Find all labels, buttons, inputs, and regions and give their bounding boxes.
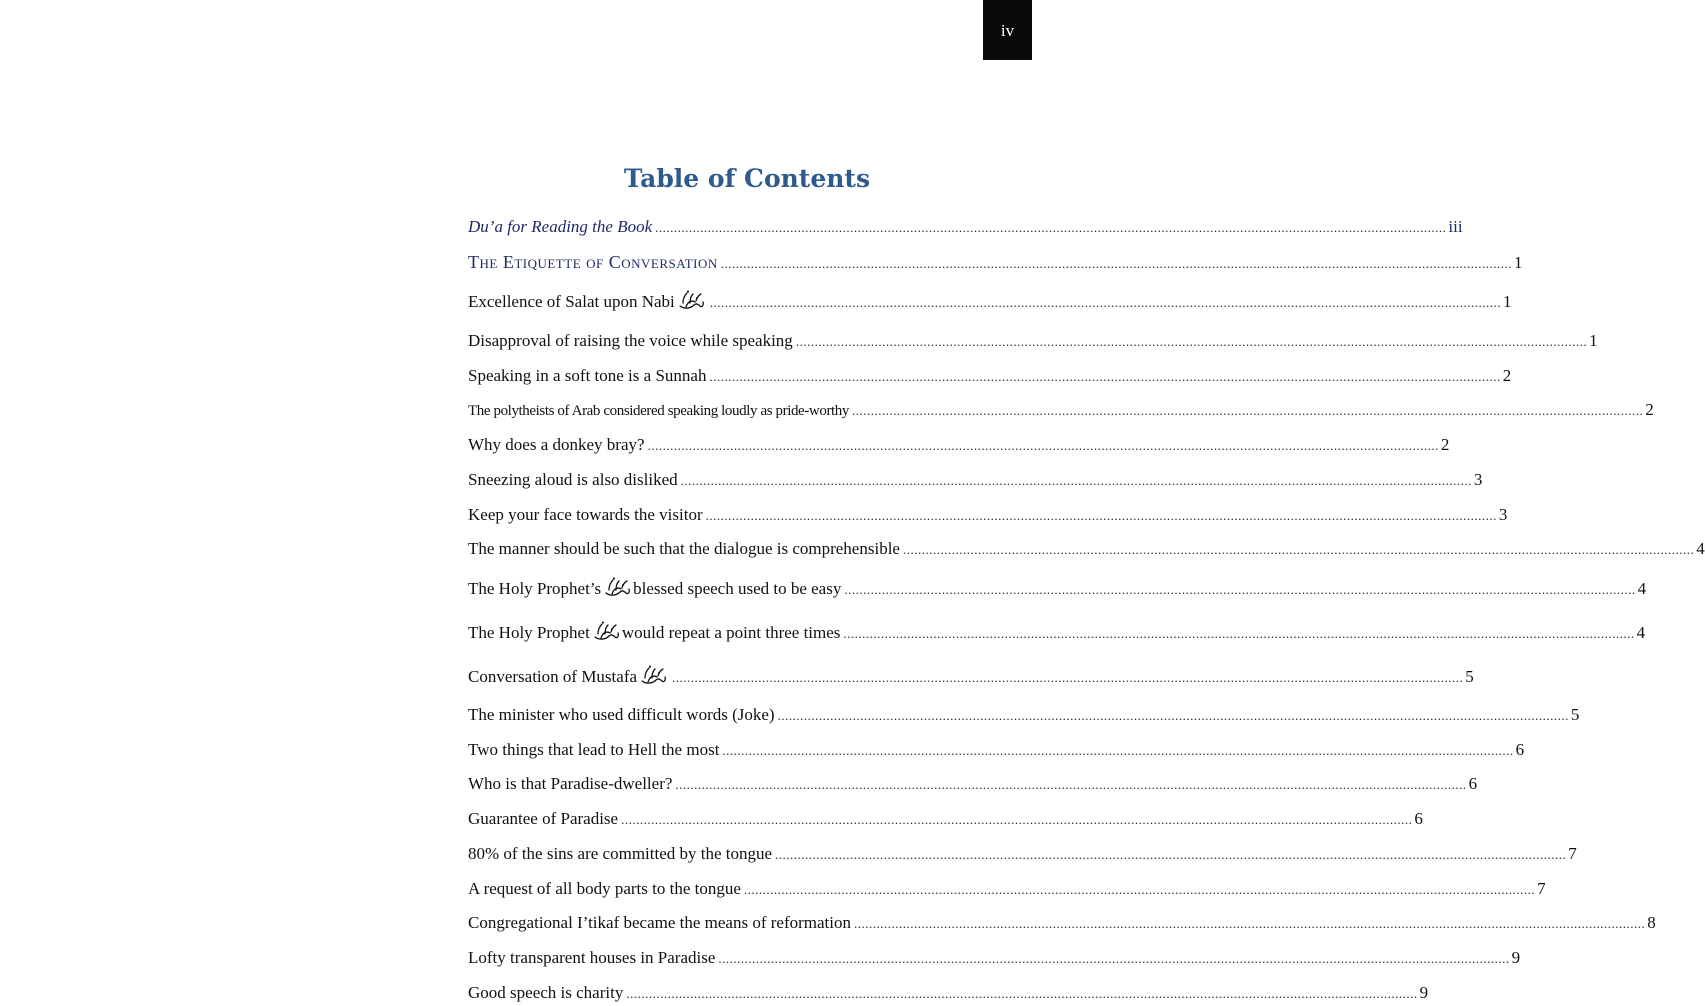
toc-entry-title [468, 772, 672, 796]
toc-entry-page-number: 4 [1637, 579, 1647, 598]
toc-entry-page-number: 9 [1511, 948, 1521, 967]
toc-entry-page-number: 6 [1515, 740, 1525, 759]
page-title: Table of Contents [623, 164, 871, 193]
toc-entry-title-text: A request of all body parts to the tongue [468, 879, 741, 898]
toc-entry[interactable] [468, 250, 1523, 274]
dot-leader [706, 504, 1497, 528]
toc-entry[interactable] [468, 772, 1478, 796]
dot-leader [721, 252, 1512, 276]
dot-leader [621, 808, 1412, 832]
toc-entry-title [468, 738, 719, 762]
toc-entry-title-continued: blessed speech used to be easy [633, 579, 842, 598]
toc-entry-title-text: The Etiquette of Conversation [468, 252, 718, 272]
toc-entry-title-text: The polytheists of Arab considered speaking loudly as pride-worthy [468, 403, 850, 419]
toc-entry-page-number: 5 [1570, 705, 1580, 724]
toc-entry[interactable] [468, 576, 1647, 600]
toc-entry-title [468, 911, 851, 935]
dot-leader [775, 843, 1566, 867]
toc-entry-title [468, 946, 715, 970]
toc-entry-page-number: iii [1448, 217, 1463, 236]
toc-entry-page-number: 2 [1645, 400, 1654, 419]
dot-leader [718, 947, 1509, 971]
honorific-calligraphy-icon [640, 664, 667, 686]
toc-entry-title-text: The manner should be such that the dialogue is comprehensible [468, 539, 900, 558]
toc-entry-title-text: Conversation of Mustafa [468, 667, 638, 686]
toc-entry-title-text: Keep your face towards the visitor [468, 505, 703, 524]
toc-entry-title [468, 468, 678, 492]
toc-entry[interactable] [468, 364, 1512, 388]
toc-entry-title-text: The minister who used difficult words (Joke) [468, 705, 775, 724]
toc-entry-title [468, 842, 772, 866]
toc-entry-page-number: 7 [1537, 879, 1546, 898]
toc-entry[interactable] [468, 981, 1429, 1005]
toc-entry[interactable] [468, 877, 1546, 901]
toc-entry-title-text: Who is that Paradise-dweller? [468, 774, 673, 793]
toc-entry[interactable] [468, 433, 1450, 457]
dot-leader [709, 365, 1500, 389]
toc-entry-title-text: The Holy Prophet [468, 623, 590, 642]
toc-entry[interactable] [468, 215, 1463, 239]
toc-entry-title-text: 80% of the sins are committed by the tongue [468, 844, 773, 863]
toc-entry-page-number: 7 [1568, 844, 1577, 863]
toc-entry[interactable] [468, 842, 1577, 866]
toc-entry[interactable] [468, 703, 1580, 727]
toc-entry[interactable] [468, 664, 1474, 688]
toc-entry-page-number: 3 [1473, 470, 1483, 489]
toc-entry-title-text: The Holy Prophet’s [468, 579, 602, 598]
toc-entry-page-number: 5 [1465, 667, 1474, 686]
toc-entry-title [468, 215, 652, 239]
toc-entry-title-continued: would repeat a point three times [621, 623, 841, 642]
toc-entry[interactable] [468, 620, 1646, 644]
toc-entry-page-number: 4 [1636, 623, 1646, 642]
dot-leader [852, 399, 1643, 423]
toc-entry-page-number: 2 [1440, 435, 1450, 454]
toc-entry-title-text: Two things that lead to Hell the most [468, 740, 720, 759]
toc-entry-title [468, 620, 840, 645]
toc-entry-page-number: 1 [1503, 292, 1512, 311]
toc-entry-title [468, 433, 645, 457]
dot-leader [854, 912, 1645, 936]
toc-entry[interactable] [468, 911, 1656, 935]
toc-entry-title [468, 807, 618, 831]
dot-leader [672, 666, 1463, 690]
page-number-box [983, 0, 1032, 60]
toc-entry-title-text: Guarantee of Paradise [468, 809, 619, 828]
dot-leader [744, 878, 1535, 902]
dot-leader [710, 291, 1501, 315]
honorific-calligraphy-icon [593, 620, 620, 642]
toc-entry[interactable] [468, 537, 1705, 561]
dot-leader [722, 739, 1513, 763]
toc-entry-title [468, 537, 900, 561]
toc-entry-title-text: Lofty transparent houses in Paradise [468, 948, 716, 967]
dot-leader [796, 330, 1587, 354]
toc-entry-title [468, 877, 741, 901]
dot-leader [626, 982, 1417, 1006]
honorific-calligraphy-icon [678, 289, 705, 311]
dot-leader [903, 538, 1694, 562]
dot-leader [675, 773, 1466, 797]
toc-entry-title [468, 399, 849, 423]
toc-entry-page-number: 1 [1589, 331, 1598, 350]
dot-leader [648, 434, 1439, 458]
toc-entry-page-number: 6 [1414, 809, 1423, 828]
toc-entry[interactable] [468, 468, 1483, 492]
honorific-calligraphy-icon [604, 576, 631, 598]
toc-entry-title-text: Disapproval of raising the voice while speaking [468, 331, 793, 350]
toc-entry-page-number: 1 [1514, 253, 1523, 272]
toc-entry-title [468, 981, 623, 1005]
toc-entry-page-number: 9 [1419, 983, 1429, 1002]
dot-leader [681, 469, 1472, 493]
dot-leader [844, 578, 1635, 602]
dot-leader [778, 704, 1569, 728]
toc-entry-page-number: 2 [1502, 366, 1512, 385]
toc-entry-title-text: Speaking in a soft tone is a Sunnah [468, 366, 707, 385]
toc-entry-title [468, 364, 706, 388]
toc-entry-title [468, 329, 793, 353]
dot-leader [843, 622, 1634, 646]
toc-entry[interactable] [468, 807, 1423, 831]
toc-entry[interactable] [468, 946, 1521, 970]
toc-entry-title-text: Sneezing aloud is also disliked [468, 470, 678, 489]
page-number: iv [1000, 21, 1015, 40]
toc-entry[interactable] [468, 329, 1598, 353]
toc-entry[interactable] [468, 289, 1512, 313]
toc-entry-title [468, 250, 718, 274]
toc-entry-title-text: Good speech is charity [468, 983, 624, 1002]
toc-entry-title-text: Du’a for Reading the Book [468, 217, 653, 236]
toc-entry-page-number: 6 [1468, 774, 1478, 793]
toc-entry-page-number: 8 [1647, 913, 1656, 932]
toc-entry-title [468, 289, 707, 314]
dot-leader [655, 216, 1446, 240]
toc-entry-title-text: Congregational I’tikaf became the means of reformation [468, 913, 851, 932]
toc-entry[interactable] [468, 738, 1525, 762]
toc-entry-title [468, 503, 703, 527]
toc-entry-title-text: Why does a donkey bray? [468, 435, 645, 454]
toc-entry[interactable] [468, 503, 1508, 527]
toc-entry-page-number: 3 [1498, 505, 1508, 524]
toc-entry-title-text: Excellence of Salat upon Nabi [468, 292, 675, 311]
toc-entry-title [468, 664, 669, 689]
toc-entry-title [468, 703, 775, 727]
toc-entry-page-number: 4 [1696, 539, 1705, 558]
toc-entry[interactable] [468, 398, 1654, 422]
toc-entry-title [468, 576, 841, 601]
